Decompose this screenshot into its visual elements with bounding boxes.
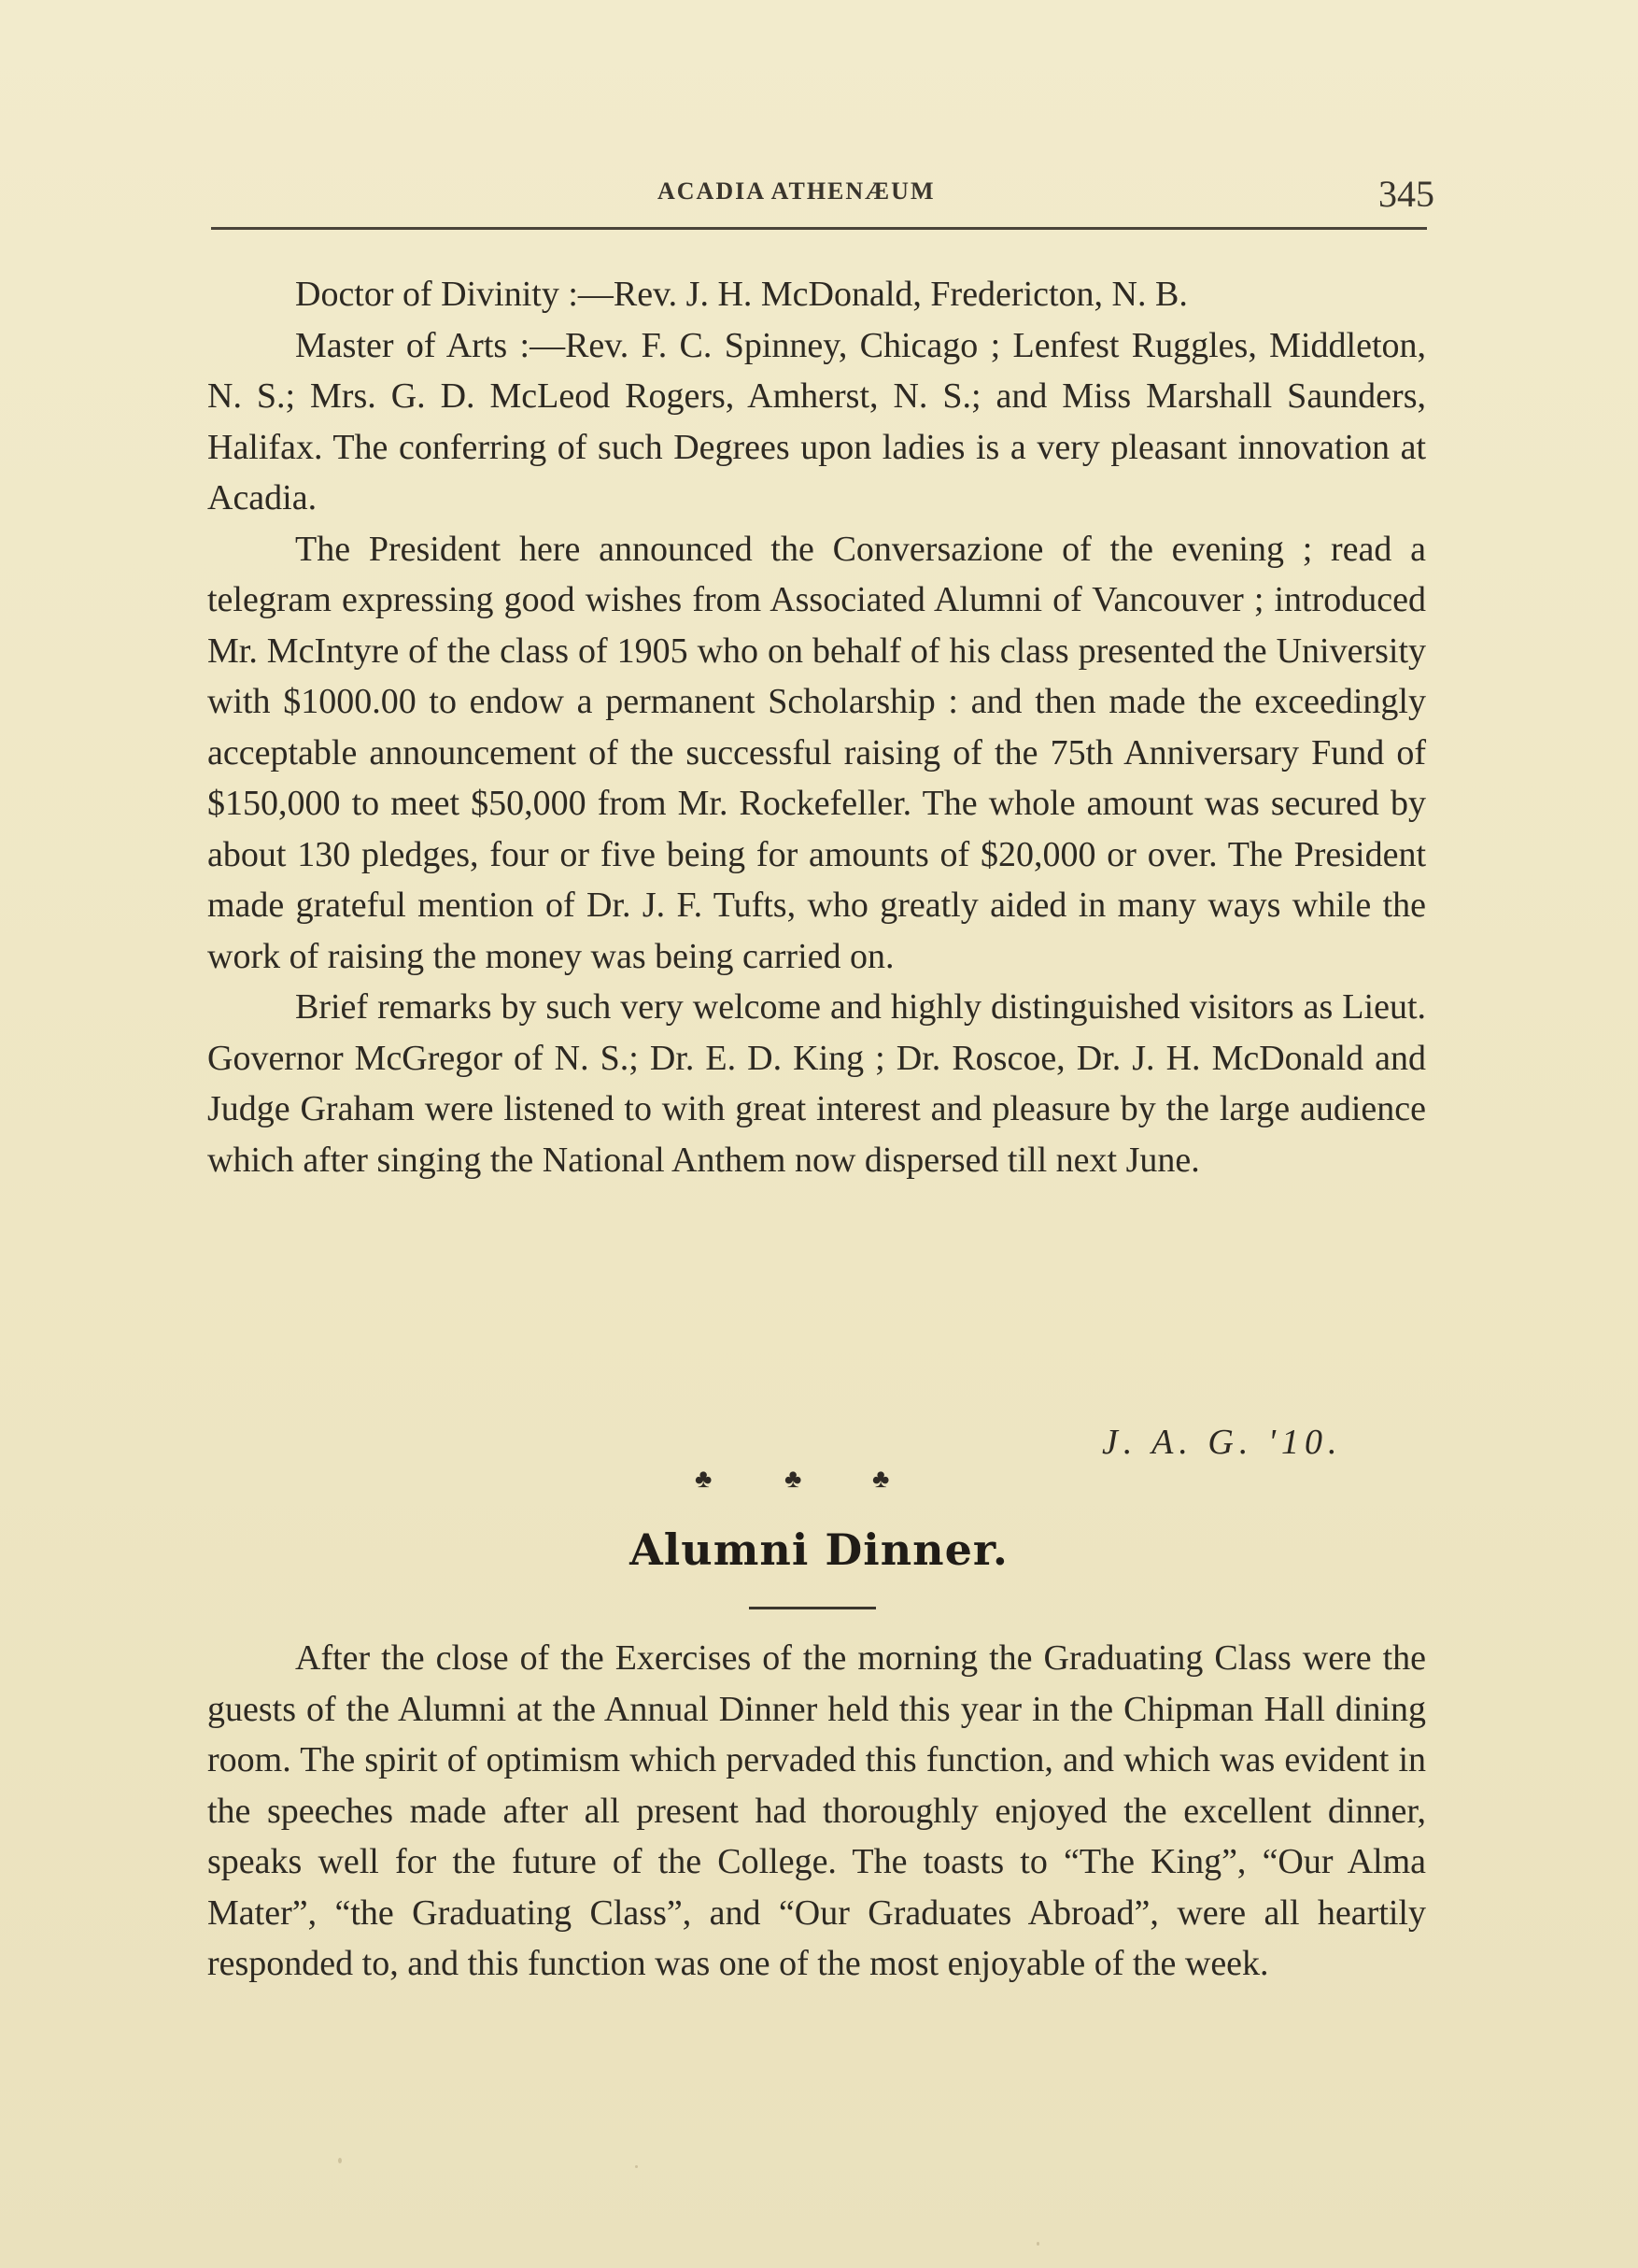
- alumni-dinner-heading: Alumni Dinner.: [629, 1524, 1009, 1575]
- heading-rule: [749, 1607, 876, 1609]
- club-ornament-icon: ♣: [872, 1465, 890, 1494]
- club-ornament-icon: ♣: [695, 1465, 713, 1494]
- brief-remarks-paragraph: Brief remarks by such very welcome and highly distinguished visitors as Lieut. Governor McGregor of N. S.; Dr. E. D. King ; Dr. Roscoe, Dr. J. H. McDonald and Judge Graham were listened to with great interest and pleasure by the large audience which after singing the National Anthem now dispersed till next June.: [207, 987, 1426, 1180]
- paper-speck: [635, 2165, 638, 2168]
- doctor-of-divinity-paragraph: Doctor of Divinity :—Rev. J. H. McDonald, Fredericton, N. B.: [295, 275, 1188, 314]
- alumni-dinner-section: [207, 1633, 1426, 1990]
- master-of-arts-paragraph: Master of Arts :—Rev. F. C. Spinney, Chicago ; Lenfest Ruggles, Middleton, N. S.; Mrs. G. D. McLeod Rogers, Amherst, N. S.; and Miss Marshall Saunders, Halifax. The conferring of such Degrees upon ladies is a very pleasant innovation at Acadia.: [207, 325, 1426, 517]
- page-number: 345: [1378, 173, 1434, 215]
- degrees-section: [207, 269, 1426, 1185]
- alumni-dinner-paragraph: After the close of the Exercises of the morning the Graduating Class were the guests of the Alumni at the Annual Dinner held this year in the Chipman Hall dining room. The spirit of optimism which pervaded this function, and which was evident in the speeches made after all present had thoroughly enjoyed the excellent dinner, speaks well for the future of the College. The toasts to “The King”, “Our Alma Mater”, “the Graduating Class”, and “Our Graduates Abroad”, were all heartily responded to, and this function was one of the most enjoyable of the week.: [207, 1638, 1426, 1983]
- paper-speck: [338, 2158, 342, 2163]
- president-announcement-paragraph: The President here announced the Conversazione of the evening ; read a telegram expressing good wishes from Associated Alumni of Vancouver ; introduced Mr. McIntyre of the class of 1905 who on behalf of his class presented the University with $1000.00 to endow a permanent Scholarship : and then made the exceedingly acceptable announcement of the successful raising of the 75th Anniversary Fund of $150,000 to meet $50,000 from Mr. Rockefeller. The whole amount was secured by about 130 pledges, four or five being for amounts of $20,000 or over. The President made grateful mention of Dr. J. F. Tufts, who greatly aided in many ways while the work of raising the money was being carried on.: [207, 529, 1426, 976]
- club-ornament-icon: ♣: [784, 1465, 802, 1494]
- paper-speck: [1037, 2242, 1039, 2246]
- section-ornaments: [695, 1465, 910, 1502]
- running-title: ACADIA ATHENÆUM: [657, 177, 936, 205]
- page-header: [211, 166, 1434, 222]
- header-rule: [211, 227, 1427, 230]
- author-signature: J. A. G. '10.: [1102, 1423, 1343, 1462]
